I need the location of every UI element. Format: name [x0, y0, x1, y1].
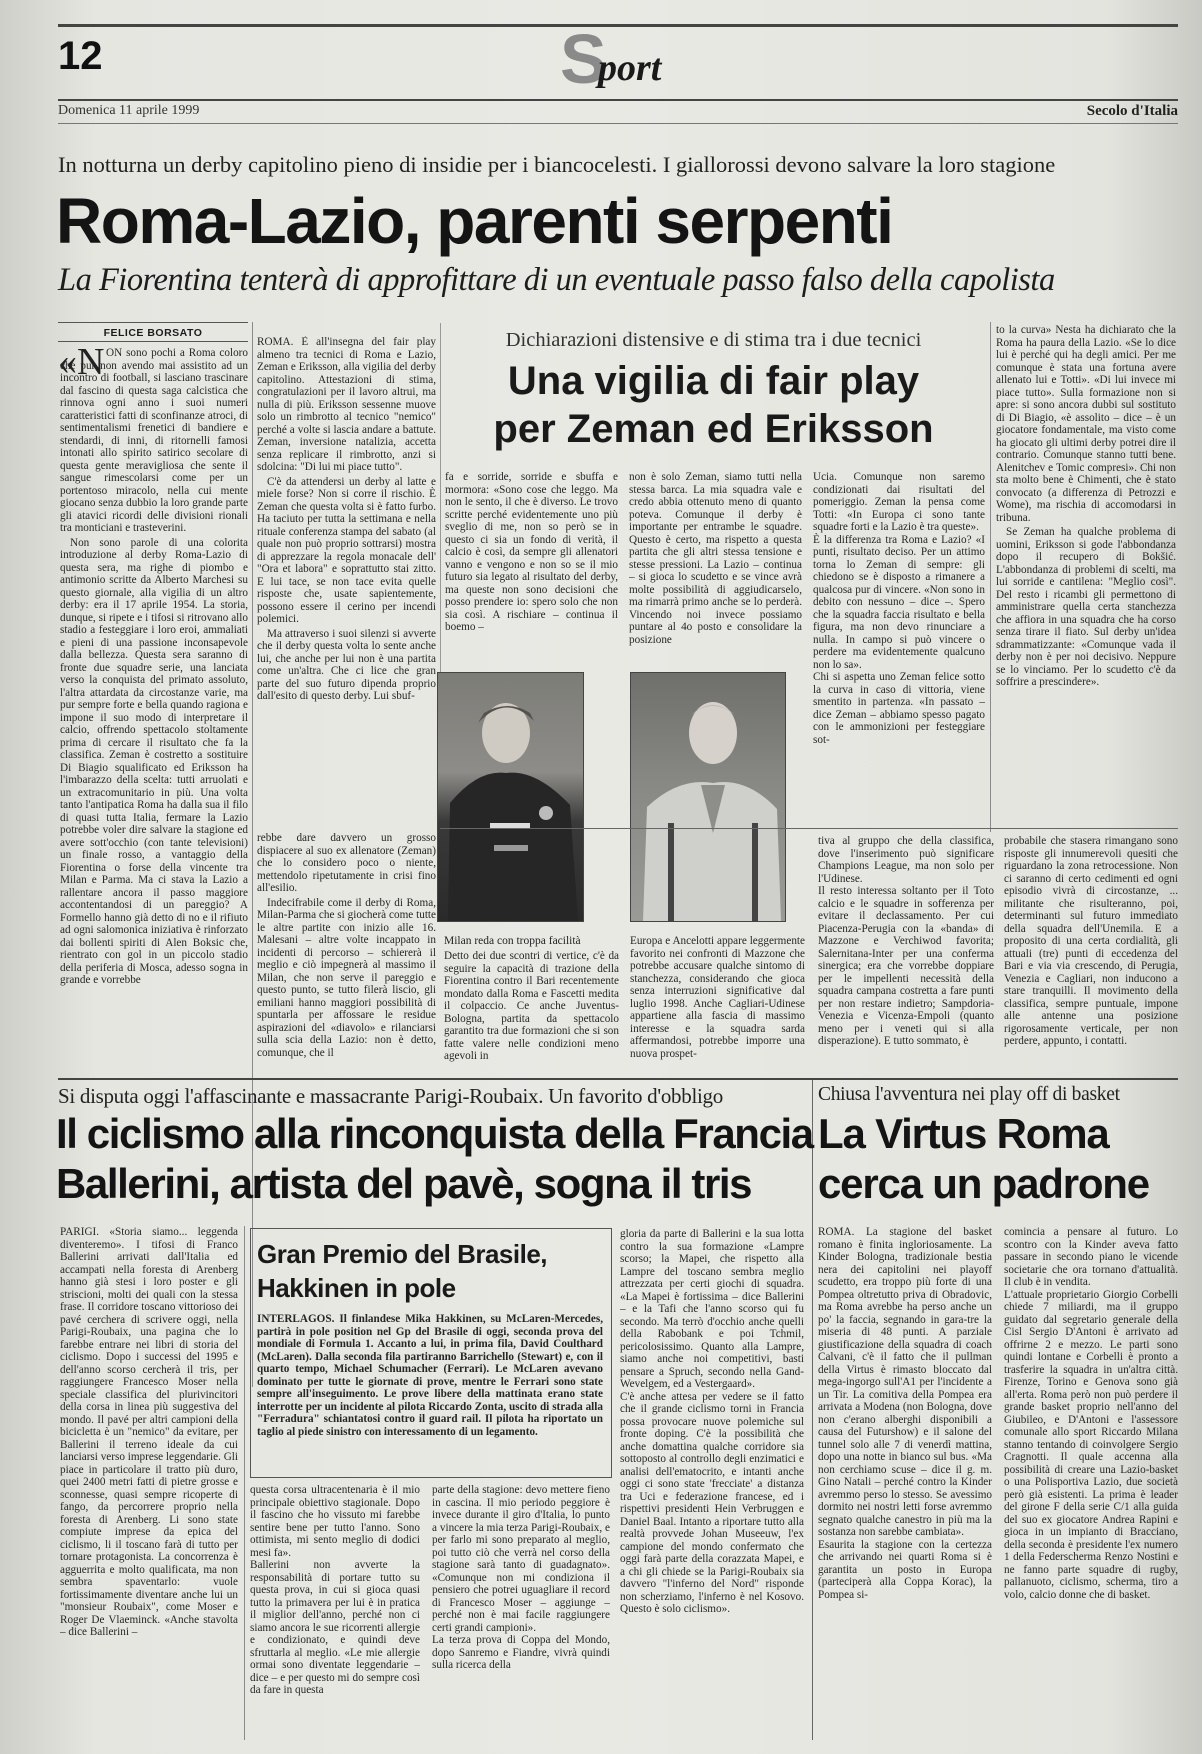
author-rule — [58, 322, 248, 323]
interview-kicker: Dichiarazioni distensive e di stima tra i due tecnici — [505, 329, 922, 351]
main-col2b-para1: rebbe dare davvero un grosso dispiacere al suo ex allenatore (Zeman) che lo considero poco o niente, mettendolo ripetutamente in crisi fino all'esilio. — [257, 832, 436, 894]
caption-right: Europa e Ancelotti appare leggermente favorito nei confronti di Mazzone che potrebbe accusare qualche sintomo di stanchezza, considerando che gioca senza interruzioni significative dal luglio 1998. Anche Cagliari-Udinese appartiene alla fascia di massimo interesse e la squadra sarda affermandosi, potrebbe imporre una nuova prospet- — [630, 935, 805, 1060]
date-rule — [58, 123, 1178, 124]
basket-col-1: ROMA. La stagione del basket romano è finita ingloriosamente. La Kinder Bologna, tradizionale bestia nera dei capitolini nei playoff scudetto, era troppo più forte di una Pompea oltretutto priva di Obradovic, ma Roma avrebbe ha perso anche un po' la faccia, segnando in gara-tre la miseria di 48 punti. A parziale giustificazione della squadra di coach Calvani, c'è il fatto che il pullman della Virtus è rimasto bloccato dal mega-ingorgo sull'A1 per l'incidente a un Tir. La comitiva della Pompea era arrivata a Modena (non Bologna, dove non c'erano alberghi disponibili a causa del Futurshow) e il salone del tunnel solo alle 7 di venerdì mattina, dopo una notte in bianco sul bus. «Ma non cerchiamo scuse – dice il g. m. Gino Natali – perché contro la Kinder avremmo perso lo stesso. Se avessimo dormito nei nostri letti forse avremmo segnato qualche canestro in più ma la sostanza non sarebbe cambiata». Esaurita la stagione con la certezza che arrivando nei quarti Roma si è garantita un posto in Europa (parteciperà alla Coppa Korac), la Pompea si- — [818, 1226, 992, 1601]
main-headline: Roma-Lazio, parenti serpenti — [56, 185, 893, 257]
interview-col-a: fa e sorride, sorride e sbuffa e mormora: «Sono cose che leggo. Ma non le sento, il che è diverso. Le trovo scritte perché evidentemente uno più sveglio di me, non so però se in questo ci sia un fondo di verità, il calcio è così, da sempre gli allenatori vanno e vengono e non so se il mio futuro sia legato al risultato del derby, ma queste non sono decisioni che posso prendere io: spero solo che non sia così. A rischiare – continua il boemo – — [445, 471, 618, 633]
main-col1-para1: ON sono pochi a Roma coloro che pur non avendo mai assistito ad un incontro di football, si lasciano trascinare dal fascino di questa saga calcistica che rinnova ogni anno i suoi numeri caratteristici fatti di sconfinanze atroci, di sentimentalismi frenetici di bandiere e stendardi, di inni, di ritornelli famosi intonati allo spirito satirico secolare di questa gente meravigliosa che sente il sangue rimescolarsi come per un portentoso miracolo, nella cui mente giocano senza dubbio la loro grande parte gli atavici ricordi delle divisioni rionali tra monticiani e trasteverini. — [60, 347, 248, 534]
f1-headline-2: Hakkinen in pole — [257, 1273, 456, 1303]
basket-divider — [812, 1080, 813, 1740]
f1-box — [250, 1228, 612, 1478]
main-col2-para2: C'è da attendersi un derby al latte e miele forse? Non si corre il rischio. È Zeman che questa volta si è fatto furbo. Ha taciuto per tutta la settimana e nella rituale conferenza stampa del sabato (al quale non può proprio sottrarsi) mostra di apprezzare la regola monacale dell' "Ora et labora" e soprattutto stai zitto. E lui tace, se non tace evita quelle risposte che, usate sapientemente, possono essere il cerino per incendi polemici. — [257, 475, 436, 625]
photo-zeman — [437, 672, 584, 922]
right-col-para1: to la curva» Nesta ha dichiarato che la Roma ha paura della Lazio. «Se lo dice lui è perché qui ha degli amici. Per me comunque è stata una fortuna avere allenato lui e Totti». «Di lui invece mi piace tutto». Sulla formazione non si apre: si sono ancora dubbi sul sostituto di Di Biagio, «è assolito – dice – è un giocatore fondamentale, ma visto come ha giocato gli ultimi derby potrei dire il contrario. Comunque stanno tutti bene. Alenitchev e Tomic compresi». Chi non sta molto bene è Chimenti, che è stato convocato (a differenza di Petrozzi e Wome), ma rischia di accomodarsi in tribuna. — [996, 324, 1176, 524]
interview-box-bottom — [440, 828, 1178, 829]
interview-col-b: non è solo Zeman, siamo tutti nella stessa barca. La mia squadra vale e credo abbia ottenuto meno di quanto poteva. Comunque il derby è importante per entrambe le squadre. Questo è certo, ma rispetto a questa partita che gli altri stessa tensione e stesse pressioni. La Lazio – continua – si gioca lo scudetto e se vince avrà molte possibilità di aggiudicarselo, ma rimarrà primo anche se lo perderà. Vincendo noi invece possiamo puntare al 4o posto e consolidare la posizione — [629, 471, 802, 646]
basket-kicker: Chiusa l'avventura nei play off di basket — [818, 1084, 1120, 1105]
section-initial: S — [560, 20, 607, 98]
section-divider — [58, 1078, 1178, 1080]
cycling-col-1: PARIGI. «Storia siamo... leggenda diventeremo». I tifosi di Franco Ballerini arrivati dall'Italia ed accampati nella foresta di Arenberg hanno già stesi i loro poster e gli striscioni, molti dei quali con la stessa frase. Il corridore toscano vittorioso dei pavé cerchera di scrivere oggi, nella Parigi-Roubaix, una pagina che lo farebbe entrare nei libri di storia del ciclismo. Dopo i successi del 1995 e dell'anno scorso cercherà il tris, per raggiungere Francesco Moser nella speciale classifica del plurivincitori della corsa in linea più suggestiva del mondo. Il pavé per altri campioni della bicicletta è un "nemico" da evitare, per Ballerini il terreno ideale da cui lanciarsi verso imprese leggendarie. Gli piace in particolare il tratto più duro, quei 2400 metri fatti di pietre grosse e sconnesse, quasi sempre ricoperte di fango, da percorrere proprio nella foresta di Arenberg. Li sono state compiute imprese da epica del ciclismo, li il toscano farà di tutto per tornare protagonista. La concorrenza è agguerrita e molto qualificata, ma non sembra spaventarlo: vuole fortissimamente diventare anche lui un "monsieur Roubaix", come Moser e Roger De Vlaeminck. «Anche stavolta – dice Ballerini – — [60, 1226, 238, 1638]
main-kicker: In notturna un derby capitolino pieno di insidie per i biancocelesti. I giallorossi devono salvare la loro stagione — [58, 152, 1056, 177]
interview-headline-1: Una vigilia di fair play — [507, 359, 920, 403]
basket-headline-1: La Virtus Roma — [818, 1110, 1109, 1157]
author-byline: FELICE BORSATO — [103, 327, 203, 339]
main-col2-para1: ROMA. È all'insegna del fair play almeno tra tecnici di Roma e Lazio, Zeman e Eriksson, alla vigilia del derby capitolino. Attestazioni di stima, congratulazioni per il lavoro altrui, ma nulla di più. Eriksson sessenne muove solo un rimbrotto al tecnico "nemico" perché a volte si lascia andare a battute. Zeman, inversione natalizia, accetta senza replicare il rimbrotto, anzi si sdolcina: "Di lui mi piace tutto". — [257, 336, 436, 473]
right-col-para2: Se Zeman ha qualche problema di uomini, Eriksson si gode l'abbondanza dopo il recupero di Bokšić. L'abbondanza di problemi di scelti, ma lui sorride e cantilena: "Meglio così". Del resto i ricambi gli permettono di amministrare quella certa stanchezza che affiora in una squadra che ha corso senza tirare il fiato. Sul derby un'idea sdrammatizzante: «Comunque vada il derby non è per noi decisivo. Neppure se lo vinciamo. Per lo scudetto c'è da soffrire a prescindere». — [996, 526, 1176, 688]
main-column-2 — [257, 336, 436, 822]
header-rule — [58, 99, 1178, 101]
bottom-mid-col-c: tiva al gruppo che della classifica, dove l'inserimento può significare Champions League, ma non solo per l'Udinese. Il resto interessa soltanto per il Toto calcio e le squadre in sofferenza per evitare il declassamento. Per cui Piacenza-Perugia con la «banda» di Mazzone e Verchiwod favorita; Salernitana-Inter per una conferma sinergica; era che vorrebbe doppiare per le impellenti necessità della squadra campana costretta a fare punti per non restare indietro; Sampdoria-Venezia e Vicenza-Empoli (quanto meno per i veneti qui si alla disperazione). E tutto sommato, è — [818, 835, 994, 1047]
newspaper-name: Secolo d'Italia — [1086, 103, 1178, 119]
cycling-kicker: Si disputa oggi l'affascinante e massacrante Parigi-Roubaix. Un favorito d'obbligo — [58, 1084, 723, 1108]
section-rest: port — [598, 47, 662, 89]
cycling-col-2: questa corsa ultracentenaria è il mio principale obiettivo stagionale. Dopo il fascino che ho vissuto mi farebbe sentire bene per tutto l'anno. Sono ottimista, mi sento meglio di dodici mesi fa». Ballerini non avverte la responsabilità di portare tutto su questa prova, in cui si gioca quasi tutto la primavera per lui è in pratica il miglior dell'anno, perché non ci siamo ancora le sue ricorrenti allergie e condizionato, e quindi deve sfruttarla al meglio. «Le mie allergie ormai sono diventate leggendarie – dice – e per questo mi do sempre così da fare in questa — [250, 1484, 420, 1696]
cycling-col-3: parte della stagione: devo mettere fieno in cascina. Il mio periodo peggiore è invece durante il giro d'Italia, lo punto a vincere la mia terza Parigi-Roubaix, e per farlo mi sono preparato al meglio, poi tutto ciò che verrà nel corso della stagione sarà tanto di guadagnato». «Comunque non mi condiziona il pensiero che potrei uguagliare il record di Francesco Moser – aggiunge – perché non è mai facile raggiungere certi grandi campioni». La terza prova di Coppa del Mondo, dopo Sanremo e Fiandre, vivrà quindi sulla ricerca della — [432, 1484, 610, 1671]
right-column-top — [996, 324, 1176, 830]
main-col2b-para2: Indecifrabile come il derby di Roma, Milan-Parma che si giocherà come tutte le altre partite con inizio alle 16. Malesani – altre volte incappato in incidenti di percorso – schiererà il meglio e ciò impegnerà al massimo il Milan, che non serve il pareggio e questo punto, se tutto filerà liscio, gli emiliani hanno maggiori possibilità di spuntarla per affossare le residue aspirazioni del «diavolo» e rilanciarsi sulla scia della Lazio: non è detto, comunque, che il — [257, 896, 436, 1059]
section-logo — [560, 20, 720, 100]
main-col2-para3: Ma attraverso i suoi silenzi si avverte che il derby questa volta lo sente anche lui, che anche per lui non è una partita come un'altra. Che ci lice che gran parte del suo futuro dipenda proprio dall'esito di questo derby. Lui sbuf- — [257, 627, 436, 702]
col-divider-right — [990, 322, 991, 832]
photo-eriksson — [630, 672, 786, 922]
page-number: 12 — [58, 34, 103, 78]
caption-left: Detto dei due scontri di vertice, c'è da seguire la capacità di trazione della Fiorentina contro il Bari recentemente mondato dalla Roma e Fascetti medita il colpaccio. Ce anche Juventus-Bologna, partita da spettacolo garantito tra due formazioni che si son fatte valere nelle condizioni meno agevoli in — [444, 950, 619, 1062]
main-col1-para2: Non sono parole di una colorita introduzione al derby Roma-Lazio di questa sera, ma righe di piombo e antimonio scritte da Alberto Marchesi su questo giornale, alla vigilia di un altro derby: era il 17 aprile 1954. La storia, dunque, si ripete e i tifosi si ritrovano allo stadio a festeggiare i loro eroi, ammaliati e pieni di una passione inconsapevole dalla bellezza. Questa sera saranno di fronte due squadre serie, una lanciata verso la conquista del primato assoluto, l'altra attardata da circostanze varie, ma pur sempre forte e bella quando ragiona e impone il suo modo di interpretare il calcio, offrendo spettacolo stoltamente prima di cercare il risultato che fa la classifica. Zeman è costretto a sostituire Di Biagio squalificato ed Eriksson ha l'imbarazzo della scelta: tutti arruolati e un extracomunitario in più. Una volta tanto l'antipatica Roma ha dalla sua il filo di quasi tutta Italia, fermare la Lazio potrebbe voler dire salvare la stagione ed avere sott'occhio (con tante televisioni) un finale rosso, a vantaggio della Fiorentina o forse della vincente tra Milan e Parma. Ma ci stava la Lazio a rallentare ancora il passo maggiore accontentandosi di un pareggio? A Formello hanno già detto di no e il rifiuto ad ogni salomonica iniziativa è rinforzato dai bollenti spiriti di Alen Boksic che, rientrato con gol in un piccolo stadio della periferia di Mosca, adesso sogna in grande e vorrebbe — [60, 536, 248, 986]
issue-date: Domenica 11 aprile 1999 — [58, 103, 200, 118]
interview-headline-2: per Zeman ed Eriksson — [493, 407, 934, 451]
caption-title: Milan reda con troppa facilità — [444, 935, 581, 947]
interview-col-c: Ucia. Comunque non saremo condizionati dai risultati del pomeriggio. Zeman la pensa come Totti: «In Europa ci sono tante squadre forti e la Lazio è tra queste». È la differenza tra Roma e Lazio? «I punti, risultato deciso. Per un attimo torna lo Zeman di sempre: gli chiedono se è disposto a rimanere a qualcosa pur di vincere. «Non sono in debito con nessuno – dice –. Spero che la squadra faccia risultato e bella figura, ma non devo rinunciare a nulla. In campo si può vincere o perdere ma evidentemente qualcuno non lo sa». Chi si aspetta uno Zeman felice sotto la curva in caso di vittoria, viene smentito in partenza. «In passato – dice Zeman – abbiamo spesso pagato con le ammonizioni per festeggiare sot- — [813, 471, 985, 746]
basket-headline-2: cerca un padrone — [818, 1160, 1149, 1207]
dropcap: «N — [58, 341, 105, 383]
f1-headline-1: Gran Premio del Brasile, — [257, 1239, 548, 1269]
cycling-divider-1 — [244, 1226, 245, 1740]
main-subheadline: La Fiorentina tenterà di approfittare di un eventuale passo falso della capolista — [58, 262, 1055, 298]
top-rule — [58, 24, 1178, 27]
f1-body: INTERLAGOS. Il finlandese Mika Hakkinen, su McLaren-Mercedes, partirà in pole position nel Gp del Brasile di oggi, seconda prova del mondiale di Formula 1. Accanto a lui, in prima fila, David Coulthard (McLaren). Dalla seconda fila partiranno Barrichello (Stewart) e, con il quarto tempo, Michael Schumacher (Ferrari). Le McLaren avevano dominato per tutte le giornate di prove, mentre le Ferrari sono state sempre all'inseguimento. Le prove libere della mattinata erano state interrotte per un incidente al pilota Riccardo Zonta, uscito di strada alla "Ferradura" schiantatosi contro il guard rail. Il pilota ha riportato un taglio al piede sinistro con interessamento di un legamento. — [257, 1313, 603, 1438]
cycling-col-4: gloria da parte di Ballerini e la sua lotta contro la sua formazione «Lampre scorso; la Mapei, che rispetto alla Lampre del toscano sembra meglio attrezzata per certi giochi di squadra. «La Mapei è fortissima – dice Ballerini – e la Tafi che l'anno scorso qui fu secondo. Ma terrò d'occhio anche quelli della Rabobank e poi Tchmil, pericolosissimo. Quanto alla Lampre, siamo anche noi competitivi, basti pensare a Spruch, secondo nella Gand-Wevelgem, ed a Vestergaard». C'è anche attesa per vedere se il fatto che il grande ciclismo torni in Francia possa provocare nuove polemiche sul fronte doping. C'è la possibilità che anche domattina qualche corridore sia sottoposto al controllo degli enzimatici e analisi dell'ematocrito, e intanti anche oggi ci sono state 'frecciate' a distanza tra Uci e federazione francese, ed i rispettivi presidenti Hein Verbruggen e Daniel Baal. Intanto a riportare tutto alla realtà provvede Johan Museeuw, l'ex campione del mondo confermato che oggi farà parte della corazzata Mapei, e a chi gli chiede se la Parigi-Roubaix sia davvero "l'inferno del Nord" risponde non scherziamo, l'inferno è nel Kosovo. Questo è solo ciclismo». — [620, 1228, 804, 1615]
bottom-mid-col-d: probabile che stasera rimangano sono risposte gli innumerevoli quesiti che riguardano la zona retrocessione. Non ci saranno di certo cedimenti ed ogni episodio vivrà di circostanze, ... militante che risulteranno, poi, determinanti sul futuro immediato della squadra dell'Unemila. E a proposito di una certa cordialità, gli attuali (tre) punti di eccedenza del Bari e via via crescendo, di Perugia, Venezia e Cagliari, non inducono a stare tranquilli. Il movimento della classifica, sempre puntuale, impone alle antenne una posizione rigorosamente verticale, per non perdere, appunto, i contatti. — [1004, 835, 1178, 1047]
basket-col-2: comincia a pensare al futuro. Lo scontro con la Kinder aveva fatto passare in secondo piano le vicende societarie che ora tornano d'attualità. Il club è in vendita. L'attuale proprietario Giorgio Corbelli chiede 7 miliardi, ma il gruppo guidato dal segretario generale della Cisl Sergio D'Antoni è arrivato ad offrirne 2 e mezzo. Le parti sono quindi lontane e Corbelli è pronto a trasferire la squadra in un'altra città. Firenze, Torino e Genova sono già all'erta. Roma però non può perdere il grande basket proprio nell'anno del Giubileo, e D'Antoni e l'assessore comunale allo sport Riccardo Milana stanno tentando di coinvolgere Sergio Cragnotti. Il quale accenna alla possibilità di creare una Lazio-basket o una Polisportiva Lazio, due società però già esistenti. La prima è leader del girone F della serie C/1 alla guida del suo ex giocatore Andrea Rapini e gioca in un impianto di Bracciano, della seconda è presidente l'ex numero 1 della Federscherma Renzo Nostini e ne fanno parte squadre di rugby, pallanuoto, ciclismo, scherma, tiro a volo, calcio donne che di basket. — [1004, 1226, 1178, 1601]
cycling-headline-1: Il ciclismo alla rinconquista della Francia — [56, 1110, 813, 1157]
cycling-headline-2: Ballerini, artista del pavè, sogna il tris — [56, 1160, 752, 1207]
